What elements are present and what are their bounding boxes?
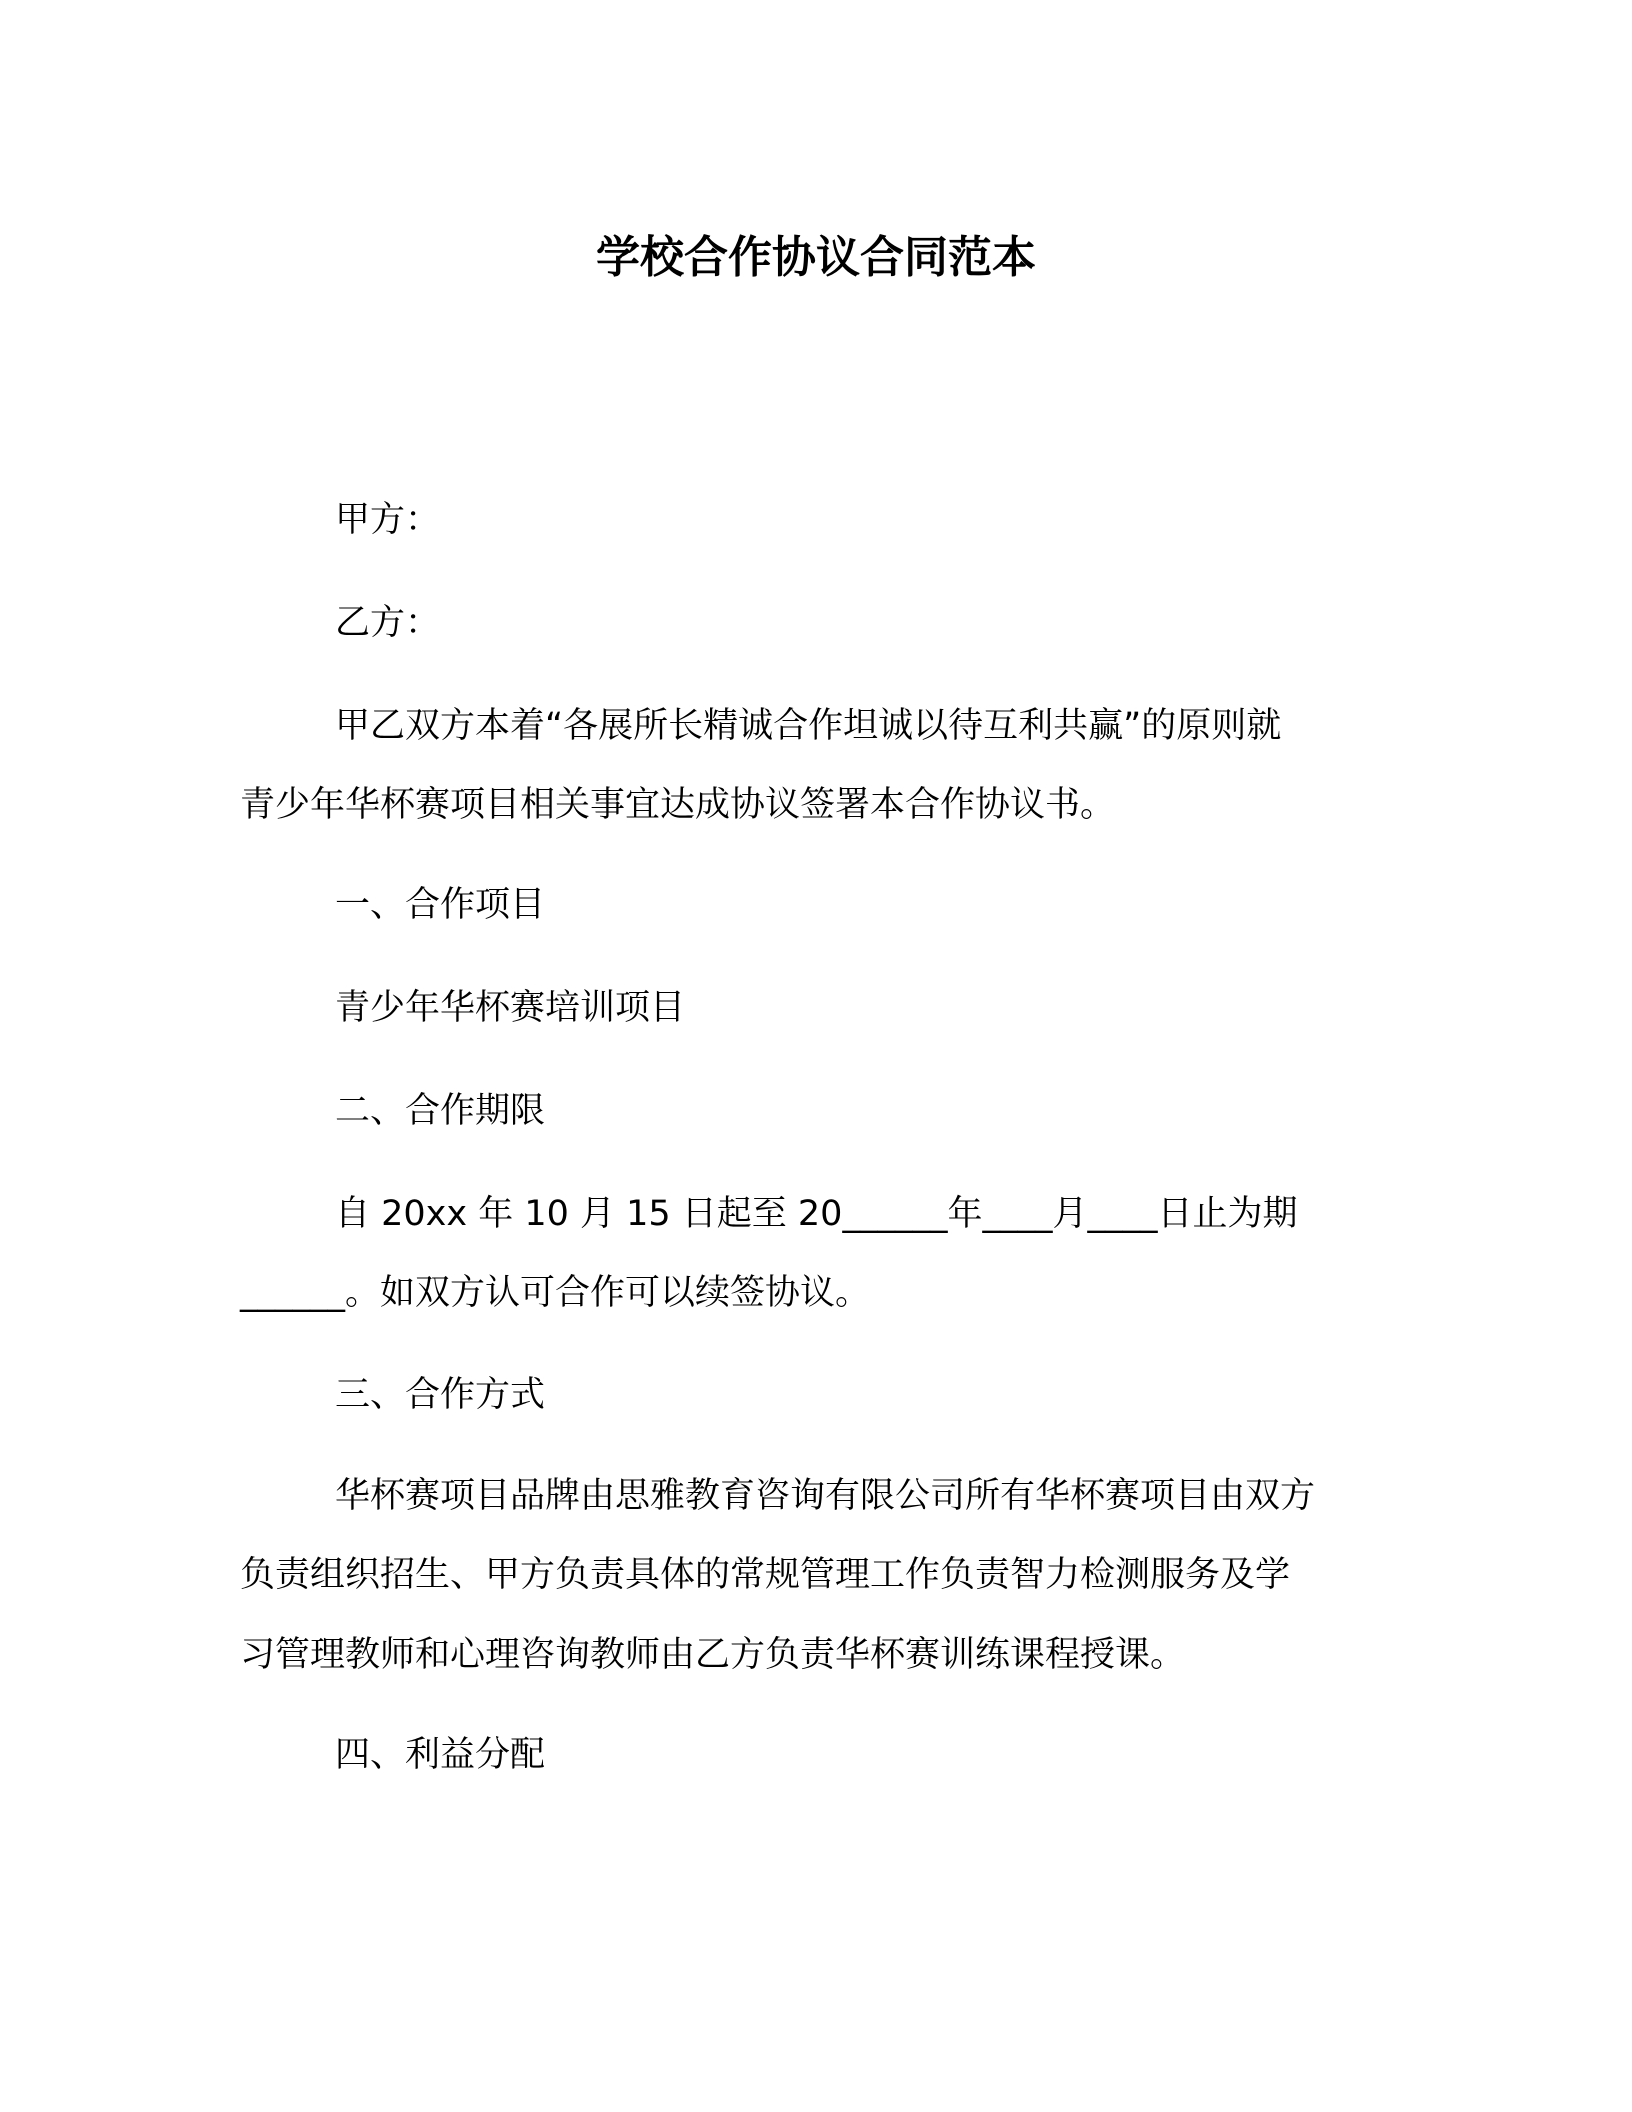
section-1-heading: 一、合作项目: [335, 885, 546, 925]
section-1-body: 青少年华杯赛培训项目: [335, 988, 686, 1028]
section-2-line-2: ______。如双方认可合作可以续签协议。: [240, 1273, 871, 1313]
intro-line-2: 青少年华杯赛项目相关事宜达成协议签署本合作协议书。: [240, 785, 1116, 825]
section-3-line-3: 习管理教师和心理咨询教师由乙方负责华杯赛训练课程授课。: [240, 1635, 1186, 1675]
document-title: 学校合作协议合同范本: [596, 232, 1036, 283]
section-3-heading: 三、合作方式: [335, 1375, 546, 1415]
intro-line-1: 甲乙双方本着“各展所长精诚合作坦诚以待互利共赢”的原则就: [335, 706, 1282, 746]
section-3-line-2: 负责组织招生、甲方负责具体的常规管理工作负责智力检测服务及学: [240, 1555, 1291, 1595]
party-b-label: 乙方：: [335, 603, 441, 643]
section-2-line-1: 自 20xx 年 10 月 15 日起至 20______年____月____日止为期: [335, 1194, 1298, 1234]
party-a-label: 甲方：: [335, 500, 441, 540]
section-2-heading: 二、合作期限: [335, 1091, 546, 1131]
section-3-line-1: 华杯赛项目品牌由思雅教育咨询有限公司所有华杯赛项目由双方: [335, 1476, 1316, 1516]
section-4-heading: 四、利益分配: [335, 1735, 546, 1775]
